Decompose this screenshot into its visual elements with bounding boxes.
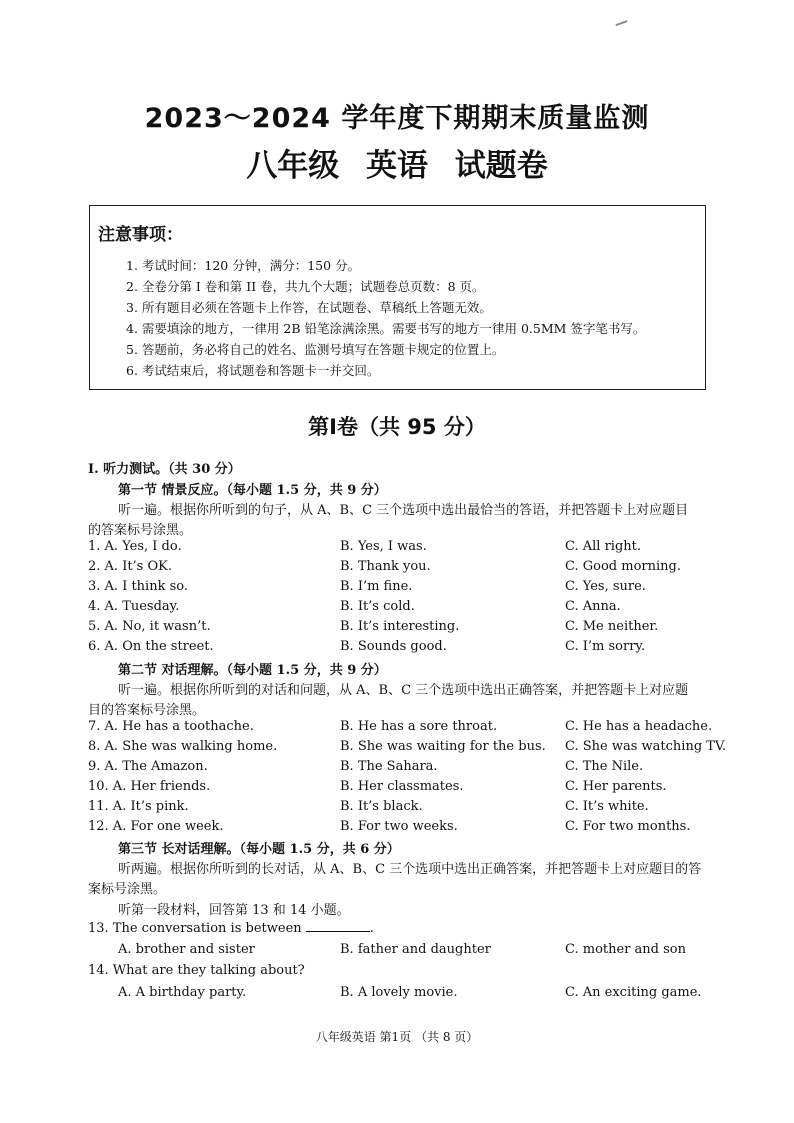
option-b: B. For two weeks.: [340, 819, 458, 834]
option-b: B. He has a sore throat.: [340, 719, 498, 734]
option-b: B. father and daughter: [340, 942, 491, 957]
option-c: C. Me neither.: [565, 619, 659, 634]
option-a: 10. A. Her friends.: [88, 779, 211, 794]
answer-blank: [306, 920, 370, 932]
question-stem: 14. What are they talking about?: [88, 963, 305, 978]
option-a: 2. A. It’s OK.: [88, 559, 172, 574]
option-a: 6. A. On the street.: [88, 639, 214, 654]
option-a: 7. A. He has a toothache.: [88, 719, 254, 734]
option-b: B. Her classmates.: [340, 779, 464, 794]
option-c: C. He has a headache.: [565, 719, 713, 734]
option-c: C. All right.: [565, 539, 642, 554]
exam-title: 2023～2024 学年度下期期末质量监测: [144, 103, 650, 134]
option-a: 8. A. She was walking home.: [88, 739, 278, 754]
notice-item: 6. 考试结束后，将试题卷和答题卡一并交回。: [126, 363, 380, 378]
scan-mark: [616, 20, 629, 29]
subject-label: 英语: [366, 148, 428, 184]
option-b: B. Thank you.: [340, 559, 431, 574]
instruction-text: 案标号涂黑。: [88, 882, 167, 897]
option-a: A. brother and sister: [118, 942, 255, 957]
option-a: 3. A. I think so.: [88, 579, 188, 594]
option-a: A. A birthday party.: [118, 985, 247, 1000]
notice-heading: 注意事项：: [98, 225, 183, 245]
notice-list: [126, 255, 645, 381]
option-c: C. Yes, sure.: [565, 579, 646, 594]
material-note: 听第一段材料，回答第 13 和 14 小题。: [118, 903, 350, 918]
option-a: 11. A. It’s pink.: [88, 799, 189, 814]
option-c: C. An exciting game.: [565, 985, 702, 1000]
option-b: B. I’m fine.: [340, 579, 413, 594]
option-c: C. I’m sorry.: [565, 639, 646, 654]
paper-label: 试题卷: [454, 148, 548, 184]
question-text: 13. The conversation is between: [88, 921, 302, 936]
instruction-text: 的答案标号涂黑。: [88, 523, 193, 538]
notice-item: 2. 全卷分第 I 卷和第 II 卷，共九个大题；试题卷总页数：8 页。: [126, 279, 485, 294]
notice-box: [89, 205, 706, 390]
option-b: B. Sounds good.: [340, 639, 447, 654]
option-b: B. The Sahara.: [340, 759, 438, 774]
option-a: 4. A. Tuesday.: [88, 599, 180, 614]
notice-item: 1. 考试时间：120 分钟，满分：150 分。: [126, 258, 361, 273]
subsection-heading: 第二节 对话理解。（每小题 1.5 分，共 9 分）: [118, 663, 387, 678]
option-a: 5. A. No, it wasn’t.: [88, 619, 211, 634]
option-a: 1. A. Yes, I do.: [88, 539, 182, 554]
subsection-heading: 第三节 长对话理解。（每小题 1.5 分，共 6 分）: [118, 842, 400, 857]
option-b: B. She was waiting for the bus.: [340, 739, 546, 754]
option-a: 12. A. For one week.: [88, 819, 224, 834]
option-b: B. It’s black.: [340, 799, 423, 814]
option-b: B. A lovely movie.: [340, 985, 458, 1000]
question-punct: .: [369, 921, 374, 936]
grade-label: 八年级: [246, 148, 340, 184]
page-footer: 八年级英语 第1页 （共 8 页）: [315, 1030, 479, 1044]
option-c: C. Her parents.: [565, 779, 667, 794]
subsection-heading: 第一节 情景反应。（每小题 1.5 分，共 9 分）: [118, 483, 387, 498]
notice-item: 5. 答题前，务必将自己的姓名、监测号填写在答题卡规定的位置上。: [126, 342, 505, 357]
option-c: C. Anna.: [565, 599, 621, 614]
instruction-text: 听一遍。根据你所听到的句子，从 A、B、C 三个选项中选出最恰当的答语，并把答题卡上对应题目: [118, 503, 689, 518]
option-c: C. mother and son: [565, 942, 686, 957]
notice-item: 4. 需要填涂的地方，一律用 2B 铅笔涂满涂黑。需要书写的地方一律用 0.5MM 签字笔书写。: [126, 321, 646, 336]
option-b: B. It’s interesting.: [340, 619, 460, 634]
option-c: C. Good morning.: [565, 559, 681, 574]
option-a: 9. A. The Amazon.: [88, 759, 208, 774]
option-b: B. Yes, I was.: [340, 539, 427, 554]
notice-item: 3. 所有题目必须在答题卡上作答，在试题卷、草稿纸上答题无效。: [126, 300, 492, 315]
part-one-title: 第Ⅰ卷（共 95 分）: [308, 415, 486, 439]
exam-subtitle: [0, 140, 794, 185]
option-c: C. It’s white.: [565, 799, 649, 814]
instruction-text: 听一遍。根据你所听到的对话和问题，从 A、B、C 三个选项中选出正确答案，并把答题卡上对应题: [118, 683, 689, 698]
section-heading: I. 听力测试。（共 30 分）: [88, 462, 241, 477]
option-b: B. It’s cold.: [340, 599, 415, 614]
option-c: C. She was watching TV.: [565, 739, 727, 754]
instruction-text: 目的答案标号涂黑。: [88, 703, 206, 718]
question-stem: [88, 920, 374, 936]
option-c: C. The Nile.: [565, 759, 644, 774]
option-c: C. For two months.: [565, 819, 691, 834]
instruction-text: 听两遍。根据你所听到的长对话，从 A、B、C 三个选项中选出正确答案，并把答题卡上对应题目的答: [118, 862, 702, 877]
